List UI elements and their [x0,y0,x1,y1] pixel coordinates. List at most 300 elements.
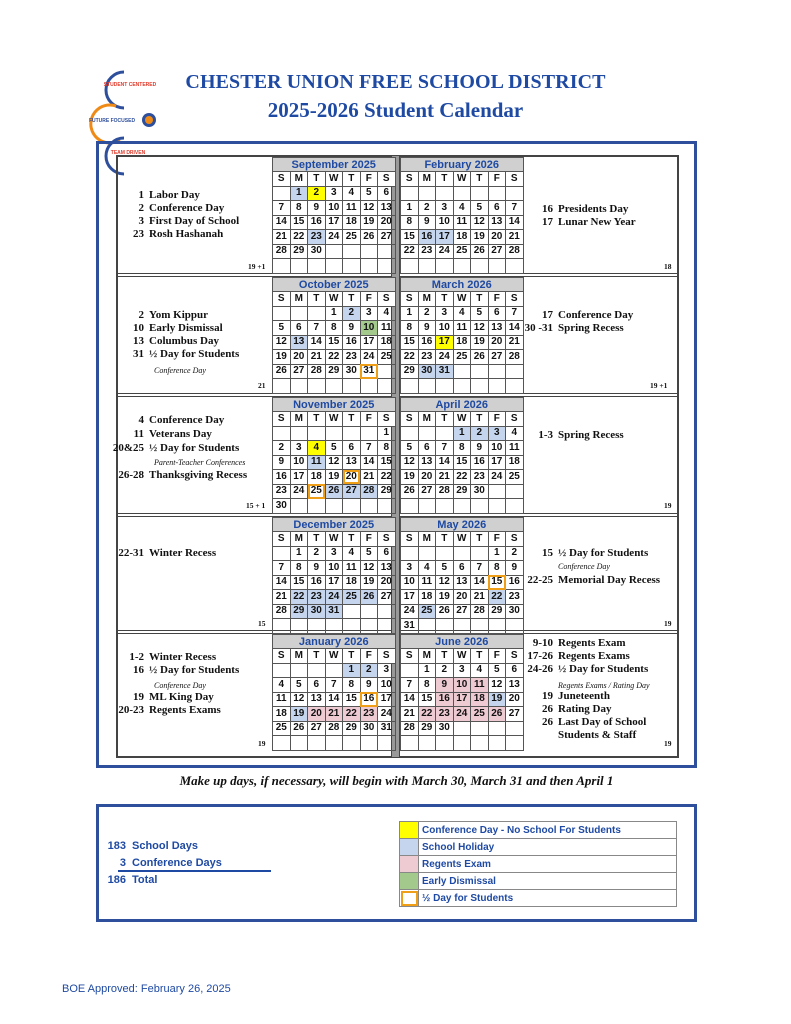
month-calendar [272,397,396,514]
weekday-header: S [273,172,291,187]
empty-cell [308,379,326,394]
day-cell: 20 [488,335,506,350]
day-count-sep: 19 +1 [248,262,266,271]
empty-cell [471,721,489,736]
day-cell: 15 [378,455,396,470]
day-cell: 6 [290,321,308,336]
weekday-header: T [471,172,489,187]
weekday-header: W [325,532,343,547]
empty-cell [471,546,489,561]
day-cell: 10 [488,441,506,456]
day-cell: 13 [378,201,396,216]
empty-cell [471,379,489,394]
empty-cell [325,619,343,634]
day-cell: 22 [401,244,419,259]
empty-cell [325,663,343,678]
empty-cell [273,379,291,394]
empty-cell [401,259,419,274]
day-cell: 7 [506,306,524,321]
day-cell: 23 [418,244,436,259]
day-cell: 2 [436,663,454,678]
month-name: April 2026 [401,398,524,412]
event-item: 10 Early Dismissal [133,322,223,334]
day-cell: 6 [506,663,524,678]
weekday-header: F [488,412,506,427]
day-cell: 29 [343,721,361,736]
day-cell: 29 [378,484,396,499]
day-cell: 27 [308,721,326,736]
day-cell: 18 [471,692,489,707]
day-cell: 8 [453,441,471,456]
month-name: May 2026 [401,518,524,532]
day-cell: 13 [506,678,524,693]
day-cell: 22 [378,470,396,485]
month-name: March 2026 [401,278,524,292]
day-cell: 18 [453,230,471,245]
day-cell: 4 [471,663,489,678]
empty-cell [506,186,524,201]
empty-cell [273,426,291,441]
empty-cell [273,306,291,321]
day-cell: 9 [471,441,489,456]
day-cell: 20 [418,470,436,485]
day-cell: 23 [418,350,436,365]
day-cell: 3 [290,441,308,456]
empty-cell [308,259,326,274]
day-cell: 28 [273,244,291,259]
empty-cell [453,364,471,379]
day-cell: 24 [360,350,378,365]
empty-cell [343,499,361,514]
empty-cell [325,736,343,751]
event-item: 9-10 Regents Exam [532,637,626,649]
day-cell: 26 [273,364,291,379]
district-name: CHESTER UNION FREE SCHOOL DISTRICT [185,71,606,93]
day-cell: 3 [378,663,396,678]
day-cell: 3 [488,426,506,441]
day-cell: 22 [290,590,308,605]
day-cell: 19 [488,692,506,707]
event-item: Students & Staff [558,729,637,741]
day-cell: 19 [471,335,489,350]
logo-text-middle: FUTURE FOCUSED [88,118,136,124]
event-item: 2 Conference Day [138,202,225,214]
day-cell: 4 [308,441,326,456]
day-cell: 8 [401,215,419,230]
empty-cell [378,379,396,394]
day-cell: 2 [308,546,326,561]
day-cell: 29 [418,721,436,736]
weekday-header: S [273,292,291,307]
weekday-header: T [471,412,489,427]
month-calendar [400,397,524,514]
day-cell: 29 [290,604,308,619]
empty-cell [506,259,524,274]
day-cell: 13 [453,575,471,590]
day-cell: 1 [401,201,419,216]
day-cell: 26 [290,721,308,736]
day-cell: 29 [290,244,308,259]
empty-cell [453,619,471,634]
day-cell: 3 [401,561,419,576]
day-cell: 26 [360,590,378,605]
weekday-header: T [343,649,361,664]
day-cell: 9 [308,561,326,576]
month-calendar [272,277,396,394]
day-cell: 19 [273,350,291,365]
day-cell: 15 [343,692,361,707]
day-cell: 20 [506,692,524,707]
day-count-may: 19 [664,619,672,628]
weekday-header: T [343,412,361,427]
day-cell: 5 [360,546,378,561]
day-cell: 30 [418,364,436,379]
day-cell: 11 [506,441,524,456]
day-cell: 9 [360,678,378,693]
day-cell: 6 [453,561,471,576]
day-cell: 29 [488,604,506,619]
day-cell: 31 [378,721,396,736]
empty-cell [343,379,361,394]
day-cell: 8 [290,201,308,216]
day-cell: 4 [378,306,396,321]
weekday-header: W [453,649,471,664]
day-cell: 28 [471,604,489,619]
day-cell: 26 [325,484,343,499]
day-cell: 23 [471,470,489,485]
event-item: 1-2 Winter Recess [129,651,217,663]
day-cell: 12 [471,321,489,336]
day-cell: 31 [325,604,343,619]
day-cell: 7 [308,321,326,336]
day-cell: 28 [360,484,378,499]
day-cell: 10 [436,215,454,230]
empty-cell [418,546,436,561]
day-cell: 10 [436,321,454,336]
day-cell: 24 [290,484,308,499]
day-cell: 31 [360,364,378,379]
legend-item: School Holiday [400,839,677,856]
event-item: 16 ½ Day for Students [133,664,240,676]
day-cell: 13 [378,561,396,576]
event-list-nov [110,414,247,481]
day-cell: 7 [273,561,291,576]
empty-cell [471,619,489,634]
empty-cell [325,244,343,259]
day-count-jun: 19 [664,739,672,748]
day-cell: 5 [471,201,489,216]
weekday-header: M [418,172,436,187]
day-cell: 12 [471,215,489,230]
day-cell: 5 [401,441,419,456]
day-cell: 20 [378,215,396,230]
weekday-header: S [273,412,291,427]
event-item: 4 Conference Day [138,414,225,426]
day-cell: 16 [273,470,291,485]
day-cell: 12 [401,455,419,470]
day-cell: 8 [378,441,396,456]
event-item: 17 Conference Day [542,309,634,321]
empty-cell [343,736,361,751]
day-cell: 28 [325,721,343,736]
day-cell: 9 [436,678,454,693]
day-cell: 21 [401,707,419,722]
empty-cell [471,259,489,274]
day-cell: 23 [308,230,326,245]
legend-swatch [400,839,419,856]
day-cell: 5 [273,321,291,336]
day-cell: 14 [360,455,378,470]
day-cell: 16 [436,692,454,707]
event-item: 26-28 Thanksgiving Recess [118,469,248,481]
day-cell: 6 [378,546,396,561]
event-item: 30 -31 Spring Recess [524,322,624,334]
day-cell: 20 [378,575,396,590]
empty-cell [343,259,361,274]
legend-item: Early Dismissal [400,873,677,890]
day-cell: 14 [506,321,524,336]
event-item: 2 Yom Kippur [138,309,208,321]
day-cell: 7 [436,441,454,456]
day-cell: 8 [343,678,361,693]
day-cell: 28 [308,364,326,379]
empty-cell [343,619,361,634]
empty-cell [378,619,396,634]
day-cell: 25 [506,470,524,485]
day-cell: 18 [453,335,471,350]
empty-cell [290,663,308,678]
day-cell: 18 [506,455,524,470]
empty-cell [401,379,419,394]
empty-cell [290,306,308,321]
empty-cell [378,604,396,619]
day-cell: 10 [325,561,343,576]
day-cell: 17 [453,692,471,707]
day-cell: 12 [360,561,378,576]
day-cell: 25 [343,590,361,605]
day-cell: 2 [471,426,489,441]
month-name: February 2026 [401,158,524,172]
day-cell: 13 [488,215,506,230]
empty-cell [488,364,506,379]
day-cell: 12 [325,455,343,470]
empty-cell [325,499,343,514]
day-cell: 15 [401,230,419,245]
day-cell: 6 [343,441,361,456]
event-item: 1 Labor Day [138,189,200,201]
empty-cell [273,186,291,201]
empty-cell [401,736,419,751]
empty-cell [343,244,361,259]
day-cell: 12 [488,678,506,693]
day-cell: 2 [273,441,291,456]
empty-cell [436,736,454,751]
weekday-header: T [436,412,454,427]
empty-cell [436,426,454,441]
day-cell: 19 [360,215,378,230]
total-school-days: 183 School Days [107,840,199,852]
day-count-jan: 19 [258,739,266,748]
day-cell: 1 [378,426,396,441]
day-cell: 17 [378,692,396,707]
day-cell: 31 [401,619,419,634]
empty-cell [488,619,506,634]
day-cell: 28 [273,604,291,619]
day-cell: 7 [360,441,378,456]
empty-cell [453,379,471,394]
empty-cell [360,259,378,274]
month-calendar [272,634,396,751]
weekday-header: M [418,292,436,307]
empty-cell [401,499,419,514]
empty-cell [378,259,396,274]
day-cell: 26 [471,350,489,365]
day-cell: 10 [360,321,378,336]
day-cell: 3 [453,663,471,678]
day-cell: 2 [418,306,436,321]
day-cell: 11 [453,215,471,230]
day-cell: 10 [378,678,396,693]
weekday-header: S [378,412,396,427]
empty-cell [436,499,454,514]
day-cell: 9 [418,321,436,336]
weekday-header: T [471,292,489,307]
day-cell: 28 [506,244,524,259]
weekday-header: T [308,649,326,664]
month-calendar [400,277,524,394]
day-cell: 22 [343,707,361,722]
empty-cell [436,259,454,274]
day-cell: 30 [471,484,489,499]
day-count-apr: 19 [664,501,672,510]
day-cell: 1 [290,186,308,201]
day-cell: 4 [453,306,471,321]
day-cell: 27 [343,484,361,499]
day-cell: 14 [273,215,291,230]
day-count-nov: 15 + 1 [246,501,266,510]
event-note-nov: Parent-Teacher Conferences [154,458,246,467]
day-cell: 30 [360,721,378,736]
day-cell: 11 [471,678,489,693]
event-list-dec [110,547,216,559]
weekday-header: T [308,172,326,187]
day-cell: 26 [401,484,419,499]
day-cell: 2 [360,663,378,678]
day-cell: 21 [325,707,343,722]
day-cell: 21 [436,470,454,485]
day-cell: 15 [453,455,471,470]
day-cell: 27 [506,707,524,722]
weekday-header: W [325,292,343,307]
weekday-header: F [360,532,378,547]
weekday-header: S [273,649,291,664]
legend-item: Conference Day - No School For Students [400,822,677,839]
empty-cell [506,364,524,379]
day-cell: 7 [471,561,489,576]
day-cell: 27 [378,230,396,245]
weekday-header: M [290,412,308,427]
empty-cell [436,186,454,201]
event-item: 15 ½ Day for Students [542,547,649,559]
weekday-header: M [418,412,436,427]
empty-cell [308,736,326,751]
day-cell: 15 [325,335,343,350]
empty-cell [290,499,308,514]
empty-cell [506,379,524,394]
empty-cell [343,426,361,441]
day-cell: 24 [325,590,343,605]
event-item: 31 ½ Day for Students [133,348,240,360]
day-cell: 14 [471,575,489,590]
day-cell: 3 [360,306,378,321]
day-cell: 27 [378,590,396,605]
empty-cell [308,426,326,441]
event-item: 24-26 ½ Day for Students [527,663,649,675]
weekday-header: W [453,412,471,427]
empty-cell [418,186,436,201]
day-cell: 17 [488,455,506,470]
day-cell: 22 [453,470,471,485]
month-name: December 2025 [273,518,396,532]
day-cell: 17 [401,590,419,605]
weekday-header: M [290,532,308,547]
weekday-header: F [360,649,378,664]
day-cell: 12 [360,201,378,216]
day-cell: 2 [418,201,436,216]
day-cell: 25 [418,604,436,619]
page-title: 2025-2026 Student Calendar [267,98,524,122]
day-cell: 13 [488,321,506,336]
empty-cell [308,619,326,634]
logo-text-top: STUDENT CENTERED [103,82,157,88]
day-cell: 1 [488,546,506,561]
day-cell: 24 [453,707,471,722]
empty-cell [436,379,454,394]
weekday-header: F [488,532,506,547]
month-name: June 2026 [401,635,524,649]
day-cell: 18 [308,470,326,485]
empty-cell [290,259,308,274]
weekday-header: S [401,412,419,427]
legend-swatch [400,890,419,907]
event-item: 16 Presidents Day [542,203,629,215]
empty-cell [488,499,506,514]
month-name: November 2025 [273,398,396,412]
day-cell: 28 [506,350,524,365]
empty-cell [273,546,291,561]
empty-cell [401,546,419,561]
empty-cell [506,499,524,514]
day-cell: 11 [308,455,326,470]
event-list-oct [110,309,239,360]
weekday-header: M [418,649,436,664]
day-cell: 16 [471,455,489,470]
empty-cell [418,426,436,441]
day-cell: 3 [436,306,454,321]
day-cell: 20 [488,230,506,245]
day-count-dec: 15 [258,619,266,628]
weekday-header: F [488,292,506,307]
day-cell: 4 [343,186,361,201]
event-item: 22-25 Memorial Day Recess [527,574,661,586]
event-list-feb [519,203,636,228]
day-cell: 17 [290,470,308,485]
day-cell: 25 [453,244,471,259]
day-cell: 5 [360,186,378,201]
day-cell: 19 [401,470,419,485]
day-cell: 20 [290,350,308,365]
day-cell: 28 [436,484,454,499]
